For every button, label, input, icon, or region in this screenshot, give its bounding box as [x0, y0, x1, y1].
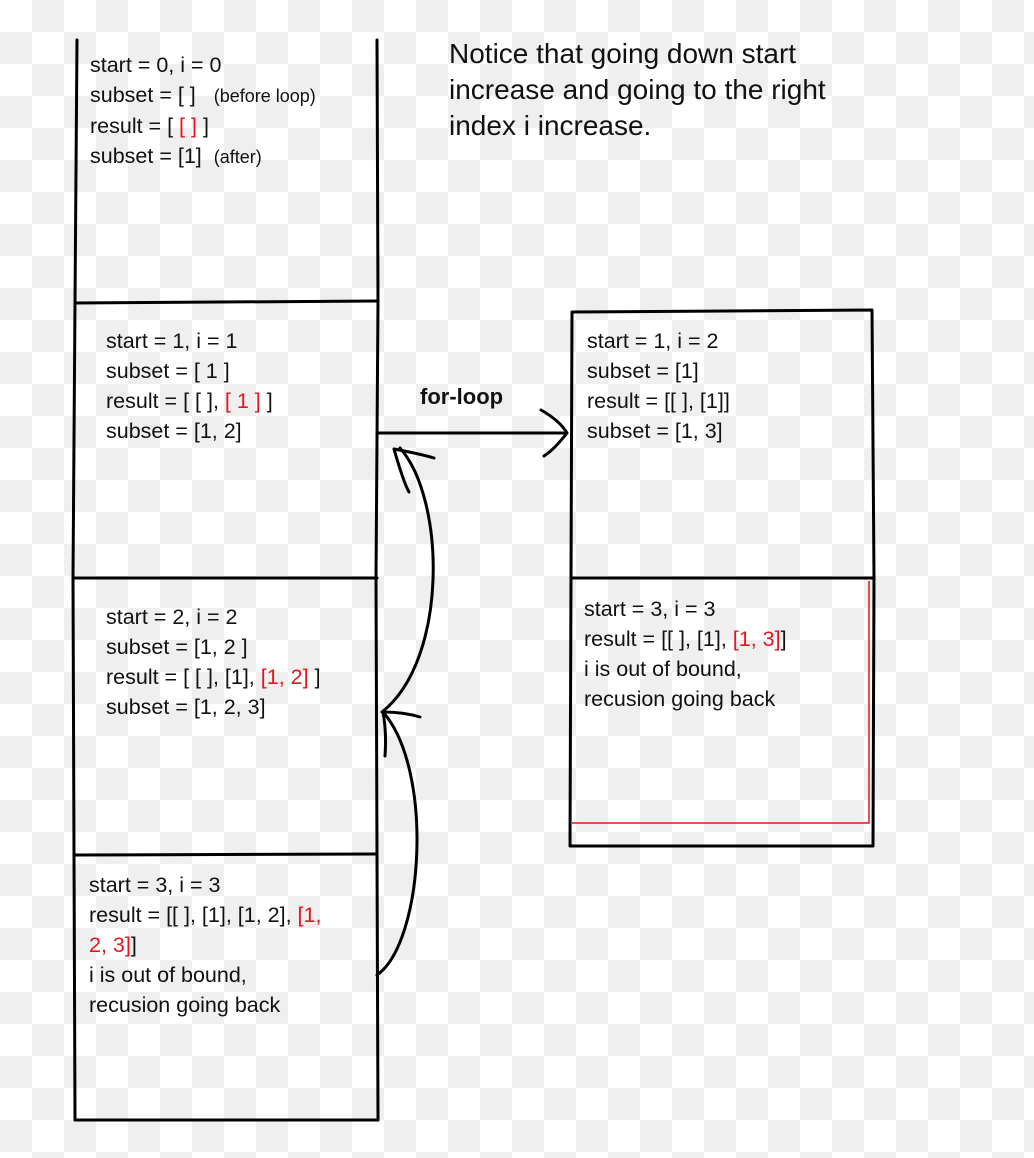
frame-start-1 [106, 326, 273, 446]
frame-2-line-1: start = 2, i = 2 [106, 605, 238, 629]
frame-2-line-2: subset = [1, 2 ] [106, 635, 248, 659]
right-1-line-4: subset = [1, 3] [587, 419, 723, 443]
frame-3-line-5: recusion going back [89, 993, 281, 1017]
frame-3-line-4: i is out of bound, [89, 963, 247, 987]
frame-0-after-note: (after) [213, 147, 262, 167]
right-1-line-1: start = 1, i = 2 [587, 329, 719, 353]
frame-3-line-2: result = [[ ], [1], [1, 2], [1, [89, 903, 322, 927]
frame-right-2 [584, 594, 787, 714]
return-arrow-upper [382, 448, 434, 712]
right-2-result-new: [1, 3] [732, 627, 781, 651]
frame-0-before-note: (before loop) [213, 86, 316, 106]
stack-right-border [376, 40, 378, 1120]
frame-2-result-new: [1, 2] [260, 665, 309, 689]
frame-right-1 [587, 326, 730, 446]
right-2-line-1: start = 3, i = 3 [584, 597, 716, 621]
frame-divider-1 [75, 301, 378, 303]
frame-2-line-4: subset = [1, 2, 3] [106, 695, 266, 719]
frame-3-result-new-b: 2, 3] [89, 933, 131, 957]
frame-start-3 [89, 870, 321, 1020]
frame-3-result-new-a: [1, [297, 903, 322, 927]
frame-2-line-3: result = [ [ ], [1], [1, 2] ] [106, 665, 321, 689]
frame-1-line-3: result = [ [ ], [ 1 ] ] [106, 389, 273, 413]
frame-1-line-2: subset = [ 1 ] [106, 359, 230, 383]
right-2-line-2: result = [[ ], [1], [1, 3]] [584, 627, 787, 651]
return-arrow-lower [377, 712, 420, 975]
frame-1-line-4: subset = [1, 2] [106, 419, 242, 443]
for-loop-arrow [378, 410, 567, 456]
for-loop-label: for-loop [420, 384, 504, 409]
frame-start-2 [106, 602, 321, 722]
frame-0-line-4: subset = [1] (after) [90, 144, 262, 168]
frame-divider-3 [74, 854, 377, 855]
frame-0-line-2: subset = [ ] (before loop) [90, 83, 316, 107]
frame-1-line-1: start = 1, i = 1 [106, 329, 238, 353]
frame-3-line-1: start = 3, i = 3 [89, 873, 221, 897]
right-2-line-4: recusion going back [584, 687, 776, 711]
frame-3-line-3: 2, 3]] [89, 933, 137, 957]
stack-left-border [73, 40, 77, 1120]
right-1-line-3: result = [[ ], [1]] [587, 389, 730, 413]
frame-start-0 [90, 50, 316, 172]
right-1-line-2: subset = [1] [587, 359, 699, 383]
frame-0-line-1: start = 0, i = 0 [90, 53, 222, 77]
frame-0-line-3: result = [ [ ] ] [90, 114, 209, 138]
frame-1-result-new: [ 1 ] [224, 389, 261, 413]
notice-text: Notice that going down start increase and going to the right index i increase. [449, 38, 826, 141]
frame-0-result-new: [ ] [179, 114, 197, 138]
right-2-line-3: i is out of bound, [584, 657, 742, 681]
